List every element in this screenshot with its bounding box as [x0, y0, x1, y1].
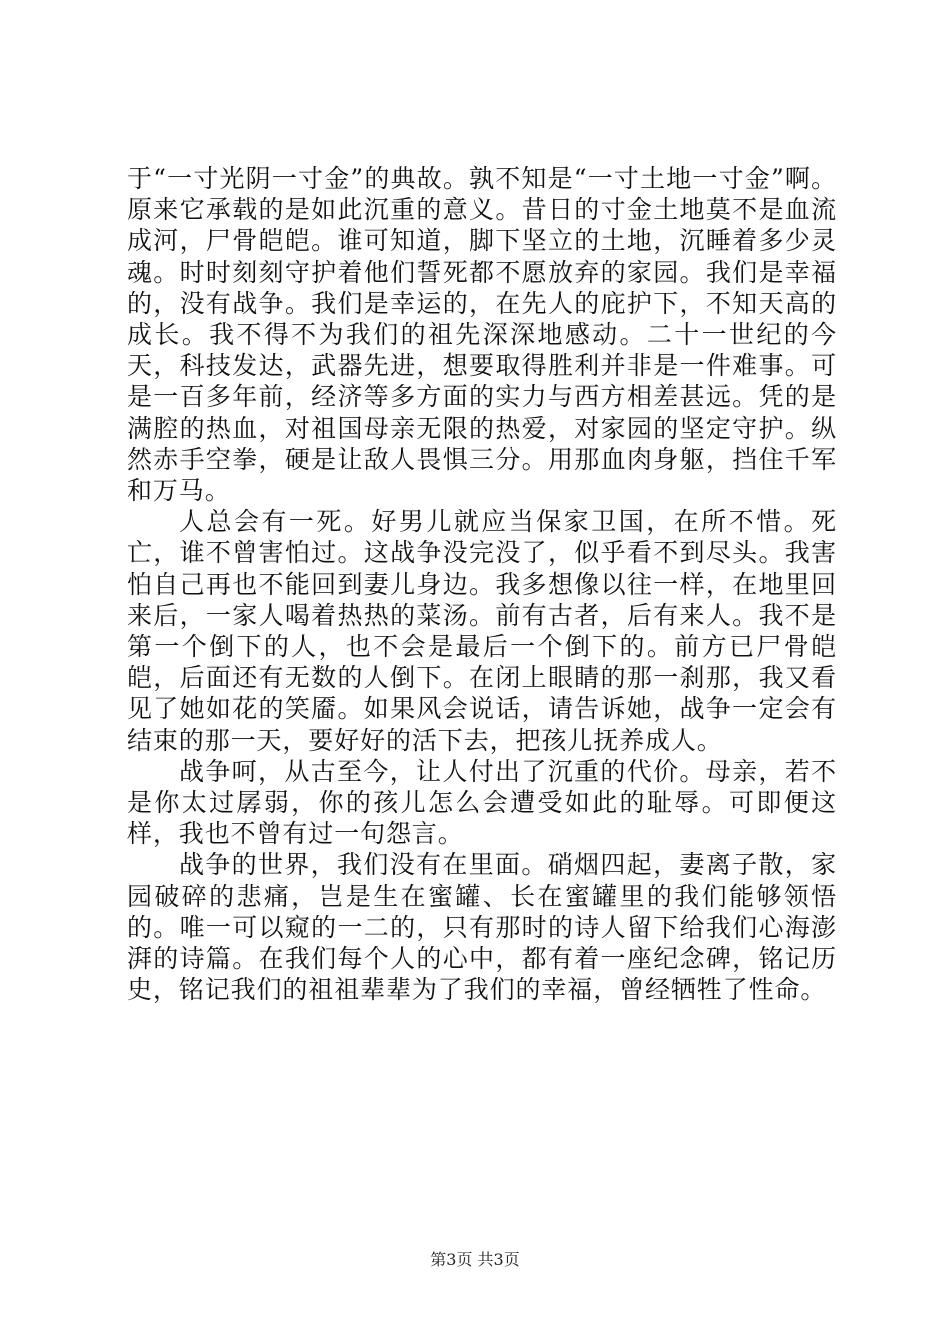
paragraph-1: 于“一寸光阴一寸金”的典故。孰不知是“一寸土地一寸金”啊。原来它承载的是如此沉重的意义。昔日的寸金土地莫不是血流成河，尸骨皑皑。谁可知道，脚下坚立的土地，沉睡着多少灵魂。时时刻刻守护着他们誓死都不愿放弃的家园。我们是幸福的，没有战争。我们是幸运的，在先人的庇护下，不知天高的成长。我不得不为我们的祖先深深地感动。二十一世纪的今天，科技发达，武器先进，想要取得胜利并非是一件难事。可是一百多年前，经济等多方面的实力与西方相差甚远。凭的是满腔的热血，对祖国母亲无限的热爱，对家园的坚定守护。纵然赤手空拳，硬是让敌人畏惧三分。用那血肉身躯，挡住千军和万马。: [127, 164, 837, 506]
page-footer: 第3页 共3页: [430, 1250, 520, 1269]
paragraph-3: 战争呵，从古至今，让人付出了沉重的代价。母亲，若不是你太过孱弱，你的孩儿怎么会遭受如此的耻辱。可即便这样，我也不曾有过一句怨言。: [127, 756, 837, 849]
body-text: [127, 163, 837, 1005]
paragraph-4: 战争的世界，我们没有在里面。硝烟四起，妻离子散，家园破碎的悲痛，岂是生在蜜罐、长在蜜罐里的我们能够领悟的。唯一可以窥的一二的，只有那时的诗人留下给我们心海澎湃的诗篇。在我们每个人的心中，都有着一座纪念碑，铭记历史，铭记我们的祖祖辈辈为了我们的幸福，曾经牺牲了性命。: [127, 850, 837, 1005]
paragraph-2: 人总会有一死。好男儿就应当保家卫国，在所不惜。死亡，谁不曾害怕过。这战争没完没了，似乎看不到尽头。我害怕自己再也不能回到妻儿身边。我多想像以往一样，在地里回来后，一家人喝着热热的菜汤。前有古者，后有来人。我不是第一个倒下的人，也不会是最后一个倒下的。前方已尸骨皑皑，后面还有无数的人倒下。在闭上眼睛的那一刹那，我又看见了她如花的笑靥。如果风会说话，请告诉她，战争一定会有结束的那一天，要好好的活下去，把孩儿抚养成人。: [127, 507, 837, 755]
